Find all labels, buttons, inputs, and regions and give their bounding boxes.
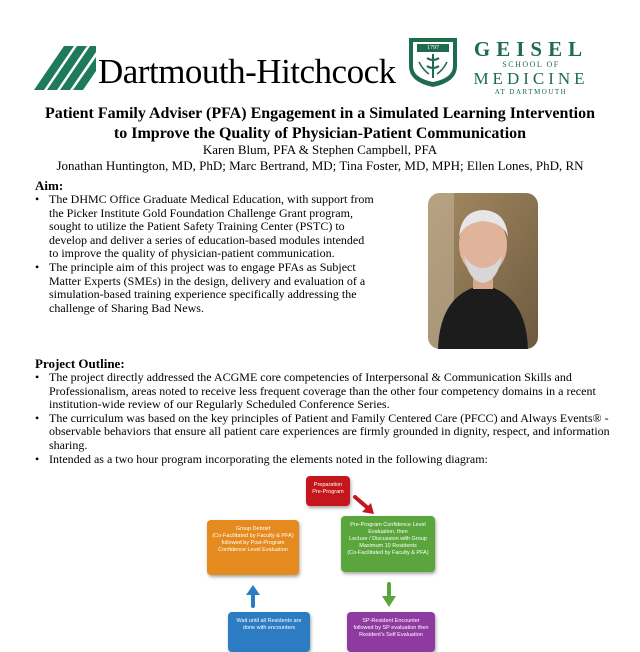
box-text: Maximum 10 Residents — [359, 543, 417, 549]
arrow-down-icon — [380, 582, 398, 608]
box-text: Evaluation, then — [368, 529, 408, 535]
box-text: Pre-Program Confidence Level — [350, 522, 426, 528]
outline-bullet: • The project directly addressed the ACGME core competencies of Interpersonal & Communication Skills and Professionalism, areas noted to receive less frequent coverage than the other four competency domains in a recent institution-wide review of our Regularly Scheduled Conference Series. — [35, 371, 615, 412]
dartmouth-hitchcock-stripes-icon — [34, 46, 96, 90]
arrow-up-icon — [244, 584, 262, 608]
geisel-wordmark — [466, 38, 596, 97]
aim-bullet: • The DHMC Office Graduate Medical Education, with support from the Picker Institute Gold Foundation Challenge Grant program, sought to utilize the Patient Safety Training Center (PSTC) to develop and deliver a series of education-based modules intended to improve the quality of physician-patient communication. — [35, 193, 375, 261]
arrow-down-right-icon — [352, 494, 378, 516]
title-line2: to Improve the Quality of Physician-Patient Communication — [113, 125, 527, 142]
dartmouth-hitchcock-wordmark: Dartmouth-Hitchcock — [98, 52, 396, 91]
outline-list — [35, 371, 615, 466]
authors-line1: Karen Blum, PFA & Stephen Campbell, PFA — [202, 142, 438, 157]
aim-heading: Aim: — [35, 178, 64, 193]
box-text: Wait until all Residents are — [236, 618, 302, 624]
geisel-line3: MEDICINE — [473, 69, 589, 88]
box-text: Preparation — [313, 482, 343, 488]
box-text: followed by SP evaluation then — [353, 625, 429, 631]
box-text: Resident's Self Evaluation — [359, 632, 423, 638]
box-text: SP-Resident Encounter — [362, 618, 420, 624]
aim-list — [35, 193, 375, 315]
box-text: Lecture / Discussion with Group — [349, 536, 427, 542]
box-text: done with encounters — [242, 625, 296, 631]
geisel-line1: GEISEL — [473, 37, 589, 61]
outline-heading: Project Outline: — [35, 356, 125, 371]
diagram-box-pre-program — [341, 516, 435, 572]
diagram-box-preparation — [306, 476, 350, 506]
diagram-box-wait — [228, 612, 310, 652]
title-line1: Patient Family Adviser (PFA) Engagement in a Simulated Learning Intervention — [44, 105, 596, 122]
diagram-box-sp-encounter — [347, 612, 435, 652]
aim-bullet: • The principle aim of this project was to engage PFAs as Subject Matter Experts (SMEs) in the design, delivery and evaluation of a simulation-based training experience specifically addressing the challenge of Sharing Bad News. — [35, 261, 375, 315]
authors — [20, 142, 620, 174]
geisel-line4: AT DARTMOUTH — [494, 88, 568, 96]
outline-bullet: • Intended as a two hour program incorporating the elements noted in the following diagram: — [35, 453, 615, 467]
diagram-box-group-debrief — [207, 520, 299, 575]
box-text: followed by Post-Program — [221, 540, 285, 546]
box-text: (Co-Facilitated by Faculty & PFA) — [347, 550, 429, 556]
outline-bullet: • The curriculum was based on the key principles of Patient and Family Centered Care (PFCC) and Always Events® - observable behaviors that ensure all patient care experiences are firmly grounded in dignity, respect, and information sharing. — [35, 412, 615, 453]
portrait-photo — [428, 193, 538, 349]
geisel-line2: SCHOOL OF — [502, 60, 560, 69]
seal-year: 1797 — [427, 45, 439, 51]
box-text: (Co-Facilitated by Faculty & PFA) — [212, 533, 294, 539]
box-text: Confidence Level Evaluation — [218, 547, 288, 553]
geisel-seal-icon — [405, 36, 461, 88]
poster-title — [20, 104, 620, 144]
authors-line2: Jonathan Huntington, MD, PhD; Marc Bertrand, MD; Tina Foster, MD, MPH; Ellen Lones, PhD, RN — [56, 158, 584, 173]
box-text: Group Debrief — [235, 526, 271, 532]
box-text: Pre-Program — [312, 489, 344, 495]
